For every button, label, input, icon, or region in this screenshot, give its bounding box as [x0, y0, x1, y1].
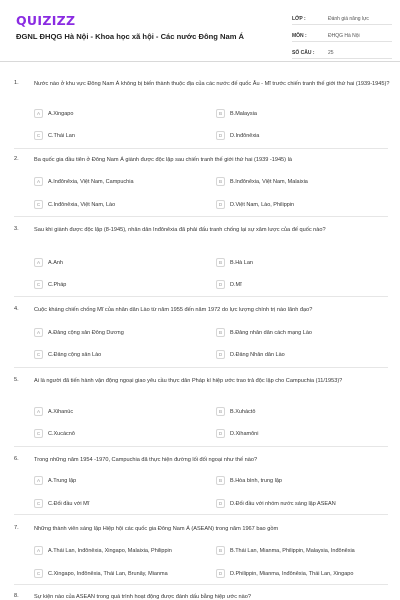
- option-text: C.Đối đầu với Mĩ: [48, 500, 90, 507]
- question-divider: [14, 446, 388, 447]
- option-text: D.Philippin, Mianma, Inđônêxia, Thái Lan, Xingapo: [230, 570, 354, 577]
- option-letter-box: D: [216, 131, 225, 140]
- question-number: 2.: [14, 156, 19, 162]
- option-letter-box: B: [216, 407, 225, 416]
- option-a[interactable]: [34, 406, 73, 417]
- option-text: D.Đối đầu với nhóm nước sáng lập ASEAN: [230, 500, 336, 507]
- option-letter-box: C: [34, 429, 43, 438]
- option-letter-box: C: [34, 499, 43, 508]
- question-text: Ai là người đã tiến hành vận động ngoại giao yêu cầu thực dân Pháp kí hiệp ước trao trả độc lập cho Campuchia (11/1953)?: [34, 378, 343, 384]
- question-divider: [14, 584, 388, 585]
- option-a[interactable]: [34, 475, 76, 486]
- option-b[interactable]: [216, 257, 253, 268]
- question-divider: [14, 216, 388, 217]
- option-d[interactable]: [216, 428, 258, 439]
- document-title: ĐGNL ĐHQG Hà Nội - Khoa học xã hội - Các nước Đông Nam Á: [16, 32, 245, 41]
- option-letter-box: D: [216, 350, 225, 359]
- option-text: C.Pháp: [48, 281, 67, 288]
- option-text: D.Mĩ: [230, 281, 242, 288]
- meta-label: MÔN :: [292, 33, 307, 39]
- meta-row-class: [292, 10, 392, 25]
- worksheet-meta: [292, 10, 392, 61]
- meta-value: ĐHQG Hà Nội: [328, 33, 360, 39]
- option-letter-box: A: [34, 109, 43, 118]
- option-letter-box: A: [34, 407, 43, 416]
- meta-value: Đánh giá năng lực: [328, 16, 369, 22]
- option-letter-box: B: [216, 476, 225, 485]
- option-text: C.Thái Lan: [48, 132, 75, 139]
- question-text: Trong những năm 1954 -1970, Campuchia đã thực hiện đường lối đối ngoại như thế nào?: [34, 457, 258, 463]
- question-text: Cuộc kháng chiến chống Mĩ của nhân dân Lào từ năm 1955 đến năm 1972 do lực lượng chính trị nào lãnh đạo?: [34, 307, 313, 313]
- question-text: Sau khi giành được độc lập (8-1945), nhân dân Inđônêxia đã phải đấu tranh chống lại sự xâm lược của đế quốc nào?: [34, 227, 326, 233]
- question-divider: [14, 148, 388, 149]
- question-number: 1.: [14, 80, 19, 86]
- option-text: C.Xingapo, Inđônêxia, Thái Lan, Brunây, Mianma: [48, 570, 168, 577]
- option-text: D.Đảng Nhân dân Lào: [230, 351, 285, 358]
- question-text: Nước nào ở khu vực Đông Nam Á không bị biến thành thuộc địa của các nước đế quốc Âu - Mĩ trước chiến tranh thế giới thứ hai (1939-1945)?: [34, 81, 390, 87]
- question-item: [0, 593, 400, 600]
- option-text: A.Trung lập: [48, 477, 77, 484]
- question-divider: [14, 296, 388, 297]
- option-letter-box: B: [216, 546, 225, 555]
- option-c[interactable]: [34, 199, 115, 210]
- option-text: A.Xingapo: [48, 110, 74, 117]
- option-c[interactable]: [34, 130, 75, 141]
- option-b[interactable]: [216, 475, 282, 486]
- meta-row-subject: [292, 27, 392, 42]
- question-text: Những thành viên sáng lập Hiệp hội các quốc gia Đông Nam Á (ASEAN) trong năm 1967 bao gồm: [34, 526, 279, 532]
- option-letter-box: C: [34, 200, 43, 209]
- question-number: 6.: [14, 456, 19, 462]
- option-text: A.Thái Lan, Inđônêxia, Xingapo, Malaixia, Philippin: [48, 547, 172, 554]
- option-b[interactable]: [216, 176, 308, 187]
- question-number: 4.: [14, 306, 19, 312]
- option-text: A.Xihanúc: [48, 408, 74, 415]
- option-text: A.Anh: [48, 259, 63, 266]
- option-letter-box: C: [34, 569, 43, 578]
- quizizz-logo: QUIZIZZ: [16, 13, 76, 28]
- option-a[interactable]: [34, 545, 172, 556]
- question-number: 3.: [14, 226, 19, 232]
- option-a[interactable]: [34, 257, 63, 268]
- meta-label: LỚP :: [292, 16, 306, 22]
- option-letter-box: A: [34, 177, 43, 186]
- option-d[interactable]: [216, 349, 285, 360]
- option-text: B.Hà Lan: [230, 259, 253, 266]
- option-b[interactable]: [216, 545, 355, 556]
- question-divider: [14, 367, 388, 368]
- option-c[interactable]: [34, 428, 75, 439]
- option-c[interactable]: [34, 498, 89, 509]
- option-text: B.Xuháctô: [230, 408, 256, 415]
- option-text: C.Xucácnô: [48, 430, 75, 437]
- option-letter-box: D: [216, 499, 225, 508]
- option-text: C.Đảng cộng sản Lào: [48, 351, 102, 358]
- option-d[interactable]: [216, 199, 294, 210]
- question-number: 5.: [14, 377, 19, 383]
- option-d[interactable]: [216, 498, 336, 509]
- option-text: D.Việt Nam, Lào, Philippin: [230, 201, 295, 208]
- option-letter-box: D: [216, 569, 225, 578]
- meta-row-count: [292, 44, 392, 59]
- option-letter-box: C: [34, 280, 43, 289]
- question-number: 7.: [14, 525, 19, 531]
- option-text: B.Inđônêxia, Việt Nam, Malaixia: [230, 178, 308, 185]
- option-letter-box: C: [34, 350, 43, 359]
- option-letter-box: B: [216, 109, 225, 118]
- option-a[interactable]: [34, 108, 73, 119]
- option-a[interactable]: [34, 327, 124, 338]
- option-letter-box: A: [34, 546, 43, 555]
- option-text: D.Xihamôni: [230, 430, 259, 437]
- option-d[interactable]: [216, 130, 259, 141]
- option-c[interactable]: [34, 279, 66, 290]
- question-text: Ba quốc gia đầu tiên ở Đông Nam Á giành được độc lập sau chiến tranh thế giới thứ hai (1939 -1945) là: [34, 157, 292, 163]
- meta-value: 25: [328, 50, 334, 56]
- option-letter-box: D: [216, 200, 225, 209]
- option-a[interactable]: [34, 176, 134, 187]
- option-letter-box: D: [216, 429, 225, 438]
- option-text: A.Đảng cộng sản Đông Dương: [48, 329, 124, 336]
- option-letter-box: D: [216, 280, 225, 289]
- option-text: B.Malaysia: [230, 110, 257, 117]
- worksheet-header: [0, 0, 400, 62]
- option-letter-box: B: [216, 177, 225, 186]
- option-text: D.Inđônêxia: [230, 132, 260, 139]
- question-text: Sự kiện nào của ASEAN trong quá trình hoạt động được đánh dấu bằng hiệp ước nào?: [34, 594, 251, 600]
- question-number: 8.: [14, 593, 19, 599]
- option-c[interactable]: [34, 349, 101, 360]
- option-text: B.Hòa bình, trung lập: [230, 477, 282, 484]
- option-b[interactable]: [216, 327, 312, 338]
- option-b[interactable]: [216, 406, 255, 417]
- option-text: A.Inđônêxia, Việt Nam, Campuchia: [48, 178, 134, 185]
- option-text: C.Inđônêxia, Việt Nam, Lào: [48, 201, 116, 208]
- option-d[interactable]: [216, 279, 242, 290]
- option-letter-box: A: [34, 258, 43, 267]
- option-text: B.Thái Lan, Mianma, Philippin, Malaysia, Inđônêxia: [230, 547, 355, 554]
- option-c[interactable]: [34, 568, 168, 579]
- question-divider: [14, 514, 388, 515]
- option-letter-box: A: [34, 328, 43, 337]
- option-letter-box: B: [216, 258, 225, 267]
- meta-label: SỐ CÂU :: [292, 50, 315, 56]
- option-d[interactable]: [216, 568, 353, 579]
- option-letter-box: C: [34, 131, 43, 140]
- option-b[interactable]: [216, 108, 257, 119]
- option-letter-box: A: [34, 476, 43, 485]
- option-text: B.Đảng nhân dân cách mạng Lào: [230, 329, 312, 336]
- option-letter-box: B: [216, 328, 225, 337]
